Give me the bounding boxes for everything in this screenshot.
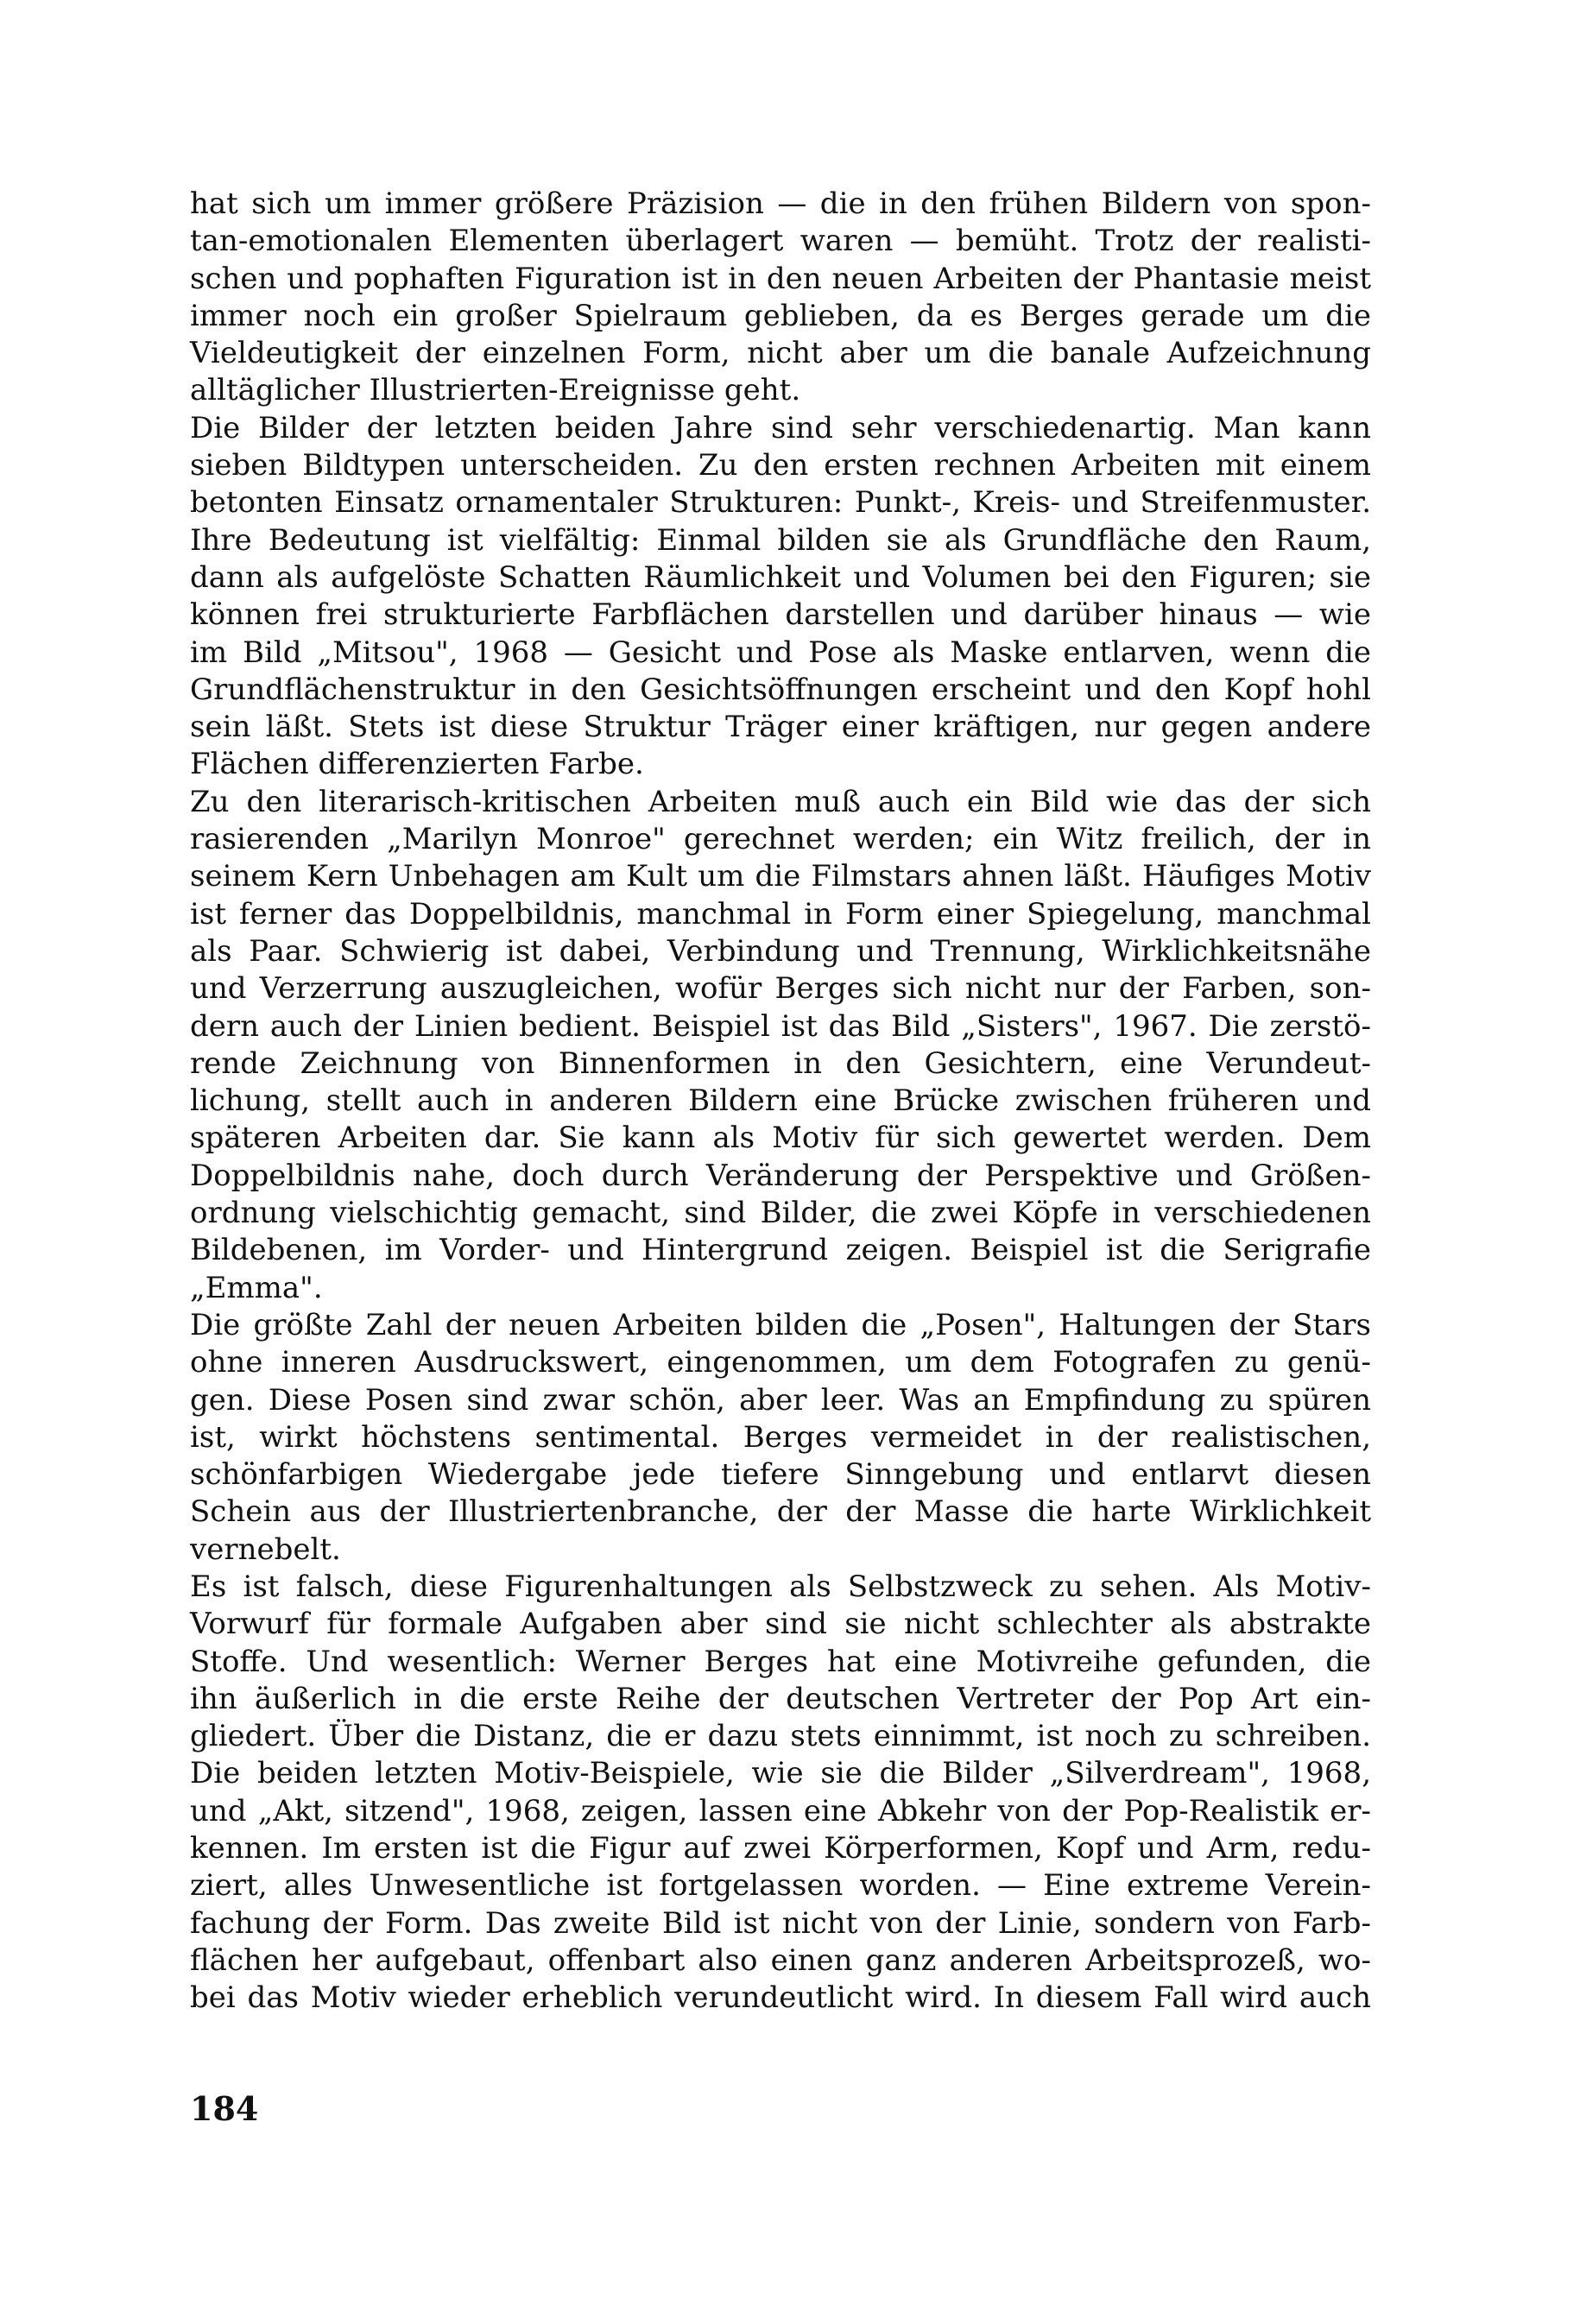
text-line: rasierenden „Marilyn Monroe" gerechnet werden; ein Witz freilich, der in (190, 822, 1371, 857)
text-line: ist ferner das Doppelbildnis, manchmal in Form einer Spiegelung, manchmal (190, 896, 1371, 931)
text-line: rende Zeichnung von Binnenformen in den Gesichtern, eine Verundeut- (190, 1045, 1371, 1081)
text-line: ihn äußerlich in die erste Reihe der deutschen Vertreter der Pop Art ein- (190, 1681, 1371, 1716)
text-line: alltäglicher Illustrierten-Ereignisse geht. (190, 373, 801, 408)
text-line: immer noch ein großer Spielraum geblieben, da es Berges gerade um die (190, 298, 1371, 333)
text-line: hat sich um immer größere Präzision — die in den frühen Bildern von spon- (190, 186, 1371, 221)
text-line: Vieldeutigkeit der einzelnen Form, nicht aber um die banale Aufzeichnung (190, 336, 1371, 371)
text-line: lichung, stellt auch in anderen Bildern eine Brücke zwischen früheren und (190, 1083, 1371, 1119)
text-line: gen. Diese Posen sind zwar schön, aber leer. Was an Empfindung zu spüren (190, 1382, 1371, 1418)
text-line: späteren Arbeiten dar. Sie kann als Motiv für sich gewertet werden. Dem (190, 1121, 1371, 1156)
text-line: dern auch der Linien bedient. Beispiel ist das Bild „Sisters", 1967. Die zerstö- (190, 1008, 1371, 1044)
text-line: ohne inneren Ausdruckswert, eingenommen, um dem Fotografen zu genü- (190, 1345, 1371, 1380)
text-line: „Emma". (190, 1270, 323, 1305)
text-line: ziert, alles Unwesentliche ist fortgelassen worden. — Eine extreme Verein- (190, 1868, 1371, 1904)
text-line: bei das Motiv wieder erheblich verundeutlicht wird. In diesem Fall wird auch (190, 1980, 1371, 2016)
text-line: als Paar. Schwierig ist dabei, Verbindung und Trennung, Wirklichkeitsnähe (190, 933, 1371, 969)
text-line: flächen her aufgebaut, offenbart also einen ganz anderen Arbeitsprozeß, wo- (190, 1942, 1371, 1978)
text-line: Stoffe. Und wesentlich: Werner Berges hat eine Motivreihe gefunden, die (190, 1644, 1371, 1679)
text-line: seinem Kern Unbehagen am Kult um die Filmstars ahnen läßt. Häufiges Motiv (190, 859, 1371, 894)
page-body-text (190, 186, 1371, 2018)
page-number: 184 (190, 2089, 259, 2128)
text-line: tan-emotionalen Elementen überlagert waren — bemüht. Trotz der realisti- (190, 224, 1371, 259)
text-line: und „Akt, sitzend", 1968, zeigen, lassen eine Abkehr von der Pop-Realistik er- (190, 1793, 1371, 1828)
text-line: Vorwurf für formale Aufgaben aber sind sie nicht schlechter als abstrakte (190, 1607, 1371, 1642)
text-line: sein läßt. Stets ist diese Struktur Träger einer kräftigen, nur gegen andere (190, 710, 1371, 745)
text-line: ordnung vielschichtig gemacht, sind Bilder, die zwei Köpfe in verschiedenen (190, 1196, 1371, 1231)
text-line: kennen. Im ersten ist die Figur auf zwei Körperformen, Kopf und Arm, redu- (190, 1831, 1371, 1866)
text-line: Zu den literarisch-kritischen Arbeiten muß auch ein Bild wie das der sich (190, 784, 1371, 819)
text-line: betonten Einsatz ornamentaler Strukturen: Punkt-, Kreis- und Streifenmuster. (190, 485, 1371, 521)
text-line: Die Bilder der letzten beiden Jahre sind sehr verschiedenartig. Man kann (190, 410, 1371, 445)
text-line: Grundflächenstruktur in den Gesichtsöffnungen erscheint und den Kopf hohl (190, 672, 1371, 707)
text-line: Die beiden letzten Motiv-Beispiele, wie sie die Bilder „Silverdream", 1968, (190, 1756, 1371, 1791)
text-line: und Verzerrung auszugleichen, wofür Berges sich nicht nur der Farben, son- (190, 971, 1371, 1007)
text-line: können frei strukturierte Farbflächen darstellen und darüber hinaus — wie (190, 597, 1371, 633)
text-line: gliedert. Über die Distanz, die er dazu stets einnimmt, ist noch zu schreiben. (190, 1719, 1371, 1754)
text-line: Schein aus der Illustriertenbranche, der der Masse die harte Wirklichkeit (190, 1494, 1371, 1530)
text-line: fachung der Form. Das zweite Bild ist nicht von der Linie, sondern von Farb- (190, 1905, 1371, 1941)
text-line: schönfarbigen Wiedergabe jede tiefere Sinngebung und entlarvt diesen (190, 1457, 1371, 1493)
text-line: sieben Bildtypen unterscheiden. Zu den ersten rechnen Arbeiten mit einem (190, 448, 1371, 483)
text-line: Ihre Bedeutung ist vielfältig: Einmal bilden sie als Grundfläche den Raum, (190, 522, 1371, 558)
text-line: Es ist falsch, diese Figurenhaltungen als Selbstzweck zu sehen. Als Motiv- (190, 1569, 1371, 1604)
text-line: Doppelbildnis nahe, doch durch Veränderung der Perspektive und Größen- (190, 1158, 1371, 1193)
text-line: Die größte Zahl der neuen Arbeiten bilden die „Posen", Haltungen der Stars (190, 1307, 1371, 1342)
text-line: Flächen differenzierten Farbe. (190, 747, 644, 782)
text-line: dann als aufgelöste Schatten Räumlichkeit und Volumen bei den Figuren; sie (190, 559, 1371, 595)
text-line: Bildebenen, im Vorder- und Hintergrund zeigen. Beispiel ist die Serigrafie (190, 1233, 1371, 1268)
text-line: ist, wirkt höchstens sentimental. Berges vermeidet in der realistischen, (190, 1419, 1371, 1455)
text-line: vernebelt. (190, 1531, 341, 1567)
text-line: im Bild „Mitsou", 1968 — Gesicht und Pose als Maske entlarven, wenn die (190, 635, 1371, 670)
text-line: schen und pophaften Figuration ist in den neuen Arbeiten der Phantasie meist (190, 261, 1371, 296)
